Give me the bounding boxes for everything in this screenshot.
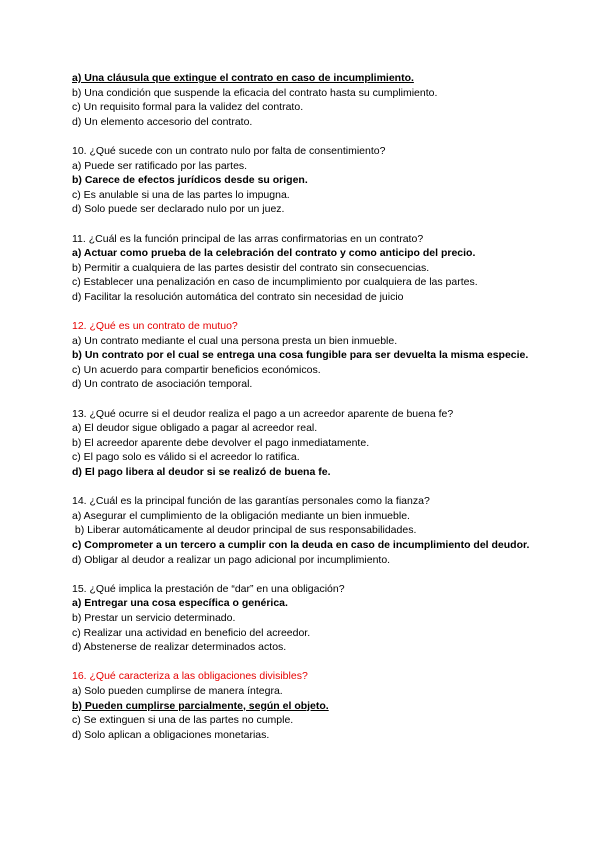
answer-option: b) Permitir a cualquiera de las partes desistir del contrato sin consecuencias.: [72, 261, 430, 274]
question-text-highlighted: 16. ¿Qué caracteriza a las obligaciones divisibles?: [72, 670, 308, 683]
spacer: [72, 217, 542, 232]
answer-option: d) Obligar al deudor a realizar un pago adicional por incumplimiento.: [72, 553, 391, 566]
answer-option: b) El acreedor aparente debe devolver el pago inmediatamente.: [72, 436, 370, 449]
answer-option-correct: b) Pueden cumplirse parcialmente, según el objeto.: [72, 699, 329, 712]
question-block-15: [72, 582, 542, 655]
question-text: 11. ¿Cuál es la función principal de las arras confirmatorias en un contrato?: [72, 232, 424, 245]
question-text: 15. ¿Qué implica la prestación de “dar” en una obligación?: [72, 582, 345, 595]
answer-option-correct: a) Actuar como prueba de la celebración del contrato y como anticipo del precio.: [72, 247, 476, 260]
answer-option: a) Un contrato mediante el cual una persona presta un bien inmueble.: [72, 334, 398, 347]
answer-option: d) Un contrato de asociación temporal.: [72, 378, 253, 391]
answer-option: a) Puede ser ratificado por las partes.: [72, 159, 248, 172]
spacer: [72, 567, 542, 582]
answer-option: d) Un elemento accesorio del contrato.: [72, 115, 253, 128]
answer-option-correct: a) Una cláusula que extingue el contrato en caso de incumplimiento.: [72, 72, 414, 84]
question-text-highlighted: 12. ¿Qué es un contrato de mutuo?: [72, 320, 238, 333]
spacer: [72, 480, 542, 495]
answer-option: d) Abstenerse de realizar determinados actos.: [72, 641, 287, 654]
spacer: [72, 392, 542, 407]
document-page: [72, 71, 542, 742]
question-block-14: [72, 494, 542, 567]
answer-option: a) Asegurar el cumplimiento de la obligación mediante un bien inmueble.: [72, 509, 410, 522]
question-block-10: [72, 144, 542, 217]
answer-option: c) El pago solo es válido si el acreedor lo ratifica.: [72, 451, 300, 464]
answer-option: c) Establecer una penalización en caso de incumplimiento por cualquiera de las partes.: [72, 276, 478, 289]
question-text: 14. ¿Cuál es la principal función de las garantías personales como la fianza?: [72, 495, 430, 508]
spacer: [72, 655, 542, 670]
answer-option: b) Prestar un servicio determinado.: [72, 611, 236, 624]
spacer: [72, 305, 542, 320]
answer-option-correct: d) El pago libera al deudor si se realizó de buena fe.: [72, 466, 331, 479]
answer-option: d) Solo puede ser declarado nulo por un juez.: [72, 203, 285, 216]
answer-option: a) El deudor sigue obligado a pagar al acreedor real.: [72, 422, 318, 435]
answer-option: b) Liberar automáticamente al deudor principal de sus responsabilidades.: [72, 524, 417, 537]
question-block-11: [72, 232, 542, 305]
question-block-12: [72, 319, 542, 392]
answer-option-correct: c) Comprometer a un tercero a cumplir con la deuda en caso de incumplimiento del deudor.: [72, 539, 530, 551]
spacer: [72, 129, 542, 144]
answer-option: d) Facilitar la resolución automática del contrato sin necesidad de juicio: [72, 290, 404, 303]
answer-option: c) Se extinguen si una de las partes no cumple.: [72, 714, 294, 727]
answer-option: b) Una condición que suspende la eficacia del contrato hasta su cumplimiento.: [72, 86, 438, 99]
answer-option-correct: a) Entregar una cosa específica o genérica.: [72, 597, 288, 610]
question-block-13: [72, 407, 542, 480]
answer-option: c) Es anulable si una de las partes lo impugna.: [72, 188, 290, 201]
answer-option: a) Solo pueden cumplirse de manera íntegra.: [72, 684, 283, 697]
answer-option: c) Un requisito formal para la validez del contrato.: [72, 101, 304, 114]
question-block-9: [72, 71, 542, 129]
question-text: 10. ¿Qué sucede con un contrato nulo por falta de consentimiento?: [72, 144, 386, 157]
answer-option-correct: b) Un contrato por el cual se entrega una cosa fungible para ser devuelta la misma especie.: [72, 349, 529, 362]
answer-option: c) Un acuerdo para compartir beneficios económicos.: [72, 363, 321, 376]
answer-option: d) Solo aplican a obligaciones monetarias.: [72, 728, 270, 741]
question-block-16: [72, 669, 542, 742]
question-text: 13. ¿Qué ocurre si el deudor realiza el pago a un acreedor aparente de buena fe?: [72, 407, 454, 420]
answer-option: c) Realizar una actividad en beneficio del acreedor.: [72, 626, 311, 639]
answer-option-correct: b) Carece de efectos jurídicos desde su origen.: [72, 174, 308, 187]
